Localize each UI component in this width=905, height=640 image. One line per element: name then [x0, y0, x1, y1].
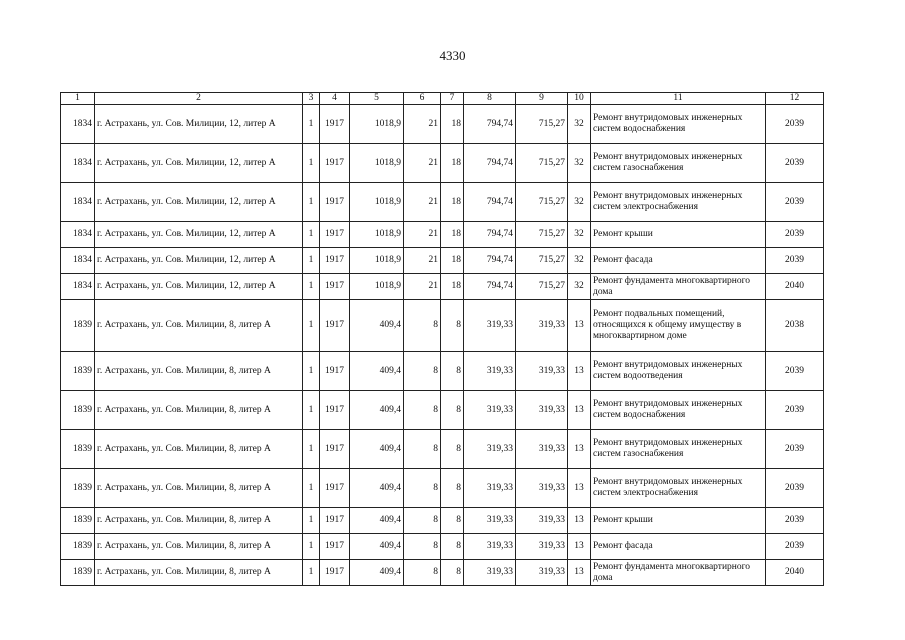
table-row: [61, 183, 824, 222]
column-3-cell: 1: [303, 352, 320, 391]
column-9-cell: 319,33: [516, 560, 568, 586]
repair-work-cell: Ремонт крыши: [591, 508, 766, 534]
column-header: 5: [350, 93, 404, 105]
table-row: [61, 430, 824, 469]
column-10-cell: 13: [568, 534, 591, 560]
planned-year-cell: 2039: [766, 183, 824, 222]
row-number: 1834: [61, 144, 95, 183]
column-3-cell: 1: [303, 274, 320, 300]
year-built-cell: 1917: [320, 430, 350, 469]
column-9-cell: 715,27: [516, 222, 568, 248]
planned-year-cell: 2039: [766, 469, 824, 508]
year-built-cell: 1917: [320, 105, 350, 144]
column-10-cell: 32: [568, 144, 591, 183]
column-7-cell: 18: [441, 105, 464, 144]
column-10-cell: 32: [568, 248, 591, 274]
column-8-cell: 319,33: [464, 534, 516, 560]
year-built-cell: 1917: [320, 391, 350, 430]
total-area-cell: 409,4: [350, 300, 404, 352]
year-built-cell: 1917: [320, 300, 350, 352]
column-10-cell: 32: [568, 222, 591, 248]
address-cell: г. Астрахань, ул. Сов. Милиции, 12, литер А: [95, 183, 303, 222]
column-10-cell: 13: [568, 391, 591, 430]
row-number: 1839: [61, 560, 95, 586]
year-built-cell: 1917: [320, 560, 350, 586]
column-header: 10: [568, 93, 591, 105]
column-6-cell: 21: [404, 144, 441, 183]
address-cell: г. Астрахань, ул. Сов. Милиции, 12, литер А: [95, 248, 303, 274]
column-7-cell: 8: [441, 300, 464, 352]
address-cell: г. Астрахань, ул. Сов. Милиции, 8, литер А: [95, 352, 303, 391]
column-6-cell: 21: [404, 222, 441, 248]
table-row: [61, 248, 824, 274]
column-9-cell: 319,33: [516, 300, 568, 352]
column-6-cell: 8: [404, 430, 441, 469]
total-area-cell: 1018,9: [350, 274, 404, 300]
column-header: 9: [516, 93, 568, 105]
row-number: 1839: [61, 469, 95, 508]
column-7-cell: 18: [441, 183, 464, 222]
year-built-cell: 1917: [320, 222, 350, 248]
column-7-cell: 8: [441, 508, 464, 534]
column-10-cell: 32: [568, 274, 591, 300]
planned-year-cell: 2039: [766, 144, 824, 183]
page-number: 4330: [439, 48, 466, 63]
repair-work-cell: Ремонт внутридомовых инженерных систем газоснабжения: [591, 430, 766, 469]
column-header: 12: [766, 93, 824, 105]
column-9-cell: 715,27: [516, 183, 568, 222]
column-3-cell: 1: [303, 430, 320, 469]
total-area-cell: 409,4: [350, 534, 404, 560]
column-3-cell: 1: [303, 300, 320, 352]
row-number: 1834: [61, 222, 95, 248]
row-number: 1839: [61, 508, 95, 534]
total-area-cell: 409,4: [350, 469, 404, 508]
column-10-cell: 13: [568, 508, 591, 534]
column-header: 7: [441, 93, 464, 105]
year-built-cell: 1917: [320, 144, 350, 183]
total-area-cell: 1018,9: [350, 105, 404, 144]
total-area-cell: 409,4: [350, 430, 404, 469]
column-8-cell: 319,33: [464, 469, 516, 508]
table-row: [61, 144, 824, 183]
column-8-cell: 794,74: [464, 105, 516, 144]
repair-work-cell: Ремонт крыши: [591, 222, 766, 248]
address-cell: г. Астрахань, ул. Сов. Милиции, 8, литер А: [95, 469, 303, 508]
column-6-cell: 21: [404, 274, 441, 300]
column-6-cell: 8: [404, 560, 441, 586]
column-9-cell: 319,33: [516, 469, 568, 508]
row-number: 1839: [61, 300, 95, 352]
address-cell: г. Астрахань, ул. Сов. Милиции, 8, литер А: [95, 430, 303, 469]
address-cell: г. Астрахань, ул. Сов. Милиции, 8, литер А: [95, 391, 303, 430]
column-9-cell: 319,33: [516, 352, 568, 391]
year-built-cell: 1917: [320, 352, 350, 391]
total-area-cell: 1018,9: [350, 248, 404, 274]
address-cell: г. Астрахань, ул. Сов. Милиции, 12, литер А: [95, 105, 303, 144]
column-8-cell: 794,74: [464, 248, 516, 274]
column-8-cell: 319,33: [464, 560, 516, 586]
planned-year-cell: 2039: [766, 248, 824, 274]
column-9-cell: 319,33: [516, 508, 568, 534]
column-10-cell: 13: [568, 300, 591, 352]
total-area-cell: 409,4: [350, 508, 404, 534]
table-row: [61, 352, 824, 391]
column-10-cell: 32: [568, 105, 591, 144]
column-9-cell: 319,33: [516, 534, 568, 560]
planned-year-cell: 2040: [766, 560, 824, 586]
repair-work-cell: Ремонт внутридомовых инженерных систем газоснабжения: [591, 144, 766, 183]
row-number: 1834: [61, 248, 95, 274]
column-10-cell: 13: [568, 352, 591, 391]
column-7-cell: 8: [441, 560, 464, 586]
table-row: [61, 222, 824, 248]
year-built-cell: 1917: [320, 274, 350, 300]
column-3-cell: 1: [303, 391, 320, 430]
repair-work-cell: Ремонт подвальных помещений, относящихся к общему имуществу в многоквартирном доме: [591, 300, 766, 352]
repair-work-cell: Ремонт внутридомовых инженерных систем водоснабжения: [591, 391, 766, 430]
table-row: [61, 469, 824, 508]
column-7-cell: 8: [441, 430, 464, 469]
column-header: 4: [320, 93, 350, 105]
planned-year-cell: 2040: [766, 274, 824, 300]
planned-year-cell: 2039: [766, 222, 824, 248]
column-8-cell: 794,74: [464, 222, 516, 248]
repair-work-cell: Ремонт фасада: [591, 248, 766, 274]
column-8-cell: 794,74: [464, 144, 516, 183]
table-row: [61, 534, 824, 560]
column-6-cell: 21: [404, 248, 441, 274]
row-number: 1839: [61, 534, 95, 560]
address-cell: г. Астрахань, ул. Сов. Милиции, 12, литер А: [95, 222, 303, 248]
column-3-cell: 1: [303, 469, 320, 508]
column-7-cell: 8: [441, 352, 464, 391]
column-8-cell: 794,74: [464, 274, 516, 300]
total-area-cell: 1018,9: [350, 183, 404, 222]
column-9-cell: 319,33: [516, 430, 568, 469]
column-8-cell: 794,74: [464, 183, 516, 222]
column-6-cell: 21: [404, 183, 441, 222]
table-row: [61, 560, 824, 586]
repair-work-cell: Ремонт внутридомовых инженерных систем водоотведения: [591, 352, 766, 391]
row-number: 1834: [61, 274, 95, 300]
column-10-cell: 13: [568, 560, 591, 586]
total-area-cell: 1018,9: [350, 222, 404, 248]
column-6-cell: 8: [404, 469, 441, 508]
table-row: [61, 508, 824, 534]
column-3-cell: 1: [303, 183, 320, 222]
column-6-cell: 8: [404, 534, 441, 560]
column-10-cell: 32: [568, 183, 591, 222]
total-area-cell: 1018,9: [350, 144, 404, 183]
column-7-cell: 8: [441, 469, 464, 508]
column-10-cell: 13: [568, 430, 591, 469]
year-built-cell: 1917: [320, 183, 350, 222]
column-3-cell: 1: [303, 144, 320, 183]
column-9-cell: 715,27: [516, 274, 568, 300]
table-row: [61, 391, 824, 430]
planned-year-cell: 2038: [766, 300, 824, 352]
year-built-cell: 1917: [320, 469, 350, 508]
column-header: 2: [95, 93, 303, 105]
address-cell: г. Астрахань, ул. Сов. Милиции, 8, литер А: [95, 560, 303, 586]
column-9-cell: 715,27: [516, 105, 568, 144]
column-number-row: [61, 93, 824, 105]
column-6-cell: 8: [404, 300, 441, 352]
column-3-cell: 1: [303, 534, 320, 560]
total-area-cell: 409,4: [350, 391, 404, 430]
column-6-cell: 21: [404, 105, 441, 144]
planned-year-cell: 2039: [766, 352, 824, 391]
column-header: 11: [591, 93, 766, 105]
planned-year-cell: 2039: [766, 105, 824, 144]
repair-work-cell: Ремонт фундамента многоквартирного дома: [591, 560, 766, 586]
column-3-cell: 1: [303, 560, 320, 586]
column-8-cell: 319,33: [464, 352, 516, 391]
column-7-cell: 18: [441, 274, 464, 300]
year-built-cell: 1917: [320, 534, 350, 560]
repair-work-cell: Ремонт внутридомовых инженерных систем электроснабжения: [591, 469, 766, 508]
year-built-cell: 1917: [320, 248, 350, 274]
planned-year-cell: 2039: [766, 534, 824, 560]
column-9-cell: 715,27: [516, 144, 568, 183]
repair-work-cell: Ремонт фасада: [591, 534, 766, 560]
repair-work-cell: Ремонт внутридомовых инженерных систем электроснабжения: [591, 183, 766, 222]
table-row: [61, 105, 824, 144]
column-7-cell: 8: [441, 391, 464, 430]
address-cell: г. Астрахань, ул. Сов. Милиции, 8, литер А: [95, 508, 303, 534]
total-area-cell: 409,4: [350, 352, 404, 391]
column-7-cell: 18: [441, 222, 464, 248]
column-header: 3: [303, 93, 320, 105]
table-row: [61, 274, 824, 300]
column-3-cell: 1: [303, 508, 320, 534]
row-number: 1834: [61, 183, 95, 222]
column-8-cell: 319,33: [464, 300, 516, 352]
column-3-cell: 1: [303, 105, 320, 144]
column-7-cell: 18: [441, 248, 464, 274]
row-number: 1834: [61, 105, 95, 144]
column-10-cell: 13: [568, 469, 591, 508]
year-built-cell: 1917: [320, 508, 350, 534]
column-9-cell: 715,27: [516, 248, 568, 274]
column-8-cell: 319,33: [464, 391, 516, 430]
repair-work-cell: Ремонт внутридомовых инженерных систем водоснабжения: [591, 105, 766, 144]
column-9-cell: 319,33: [516, 391, 568, 430]
total-area-cell: 409,4: [350, 560, 404, 586]
column-header: 1: [61, 93, 95, 105]
column-header: 6: [404, 93, 441, 105]
column-3-cell: 1: [303, 222, 320, 248]
capital-repair-table: [60, 92, 824, 586]
planned-year-cell: 2039: [766, 508, 824, 534]
row-number: 1839: [61, 430, 95, 469]
address-cell: г. Астрахань, ул. Сов. Милиции, 8, литер А: [95, 300, 303, 352]
column-header: 8: [464, 93, 516, 105]
address-cell: г. Астрахань, ул. Сов. Милиции, 12, литер А: [95, 274, 303, 300]
planned-year-cell: 2039: [766, 430, 824, 469]
column-6-cell: 8: [404, 391, 441, 430]
column-6-cell: 8: [404, 352, 441, 391]
column-8-cell: 319,33: [464, 430, 516, 469]
column-6-cell: 8: [404, 508, 441, 534]
planned-year-cell: 2039: [766, 391, 824, 430]
address-cell: г. Астрахань, ул. Сов. Милиции, 8, литер А: [95, 534, 303, 560]
address-cell: г. Астрахань, ул. Сов. Милиции, 12, литер А: [95, 144, 303, 183]
column-7-cell: 8: [441, 534, 464, 560]
column-3-cell: 1: [303, 248, 320, 274]
column-7-cell: 18: [441, 144, 464, 183]
row-number: 1839: [61, 352, 95, 391]
repair-work-cell: Ремонт фундамента многоквартирного дома: [591, 274, 766, 300]
column-8-cell: 319,33: [464, 508, 516, 534]
table-row: [61, 300, 824, 352]
row-number: 1839: [61, 391, 95, 430]
